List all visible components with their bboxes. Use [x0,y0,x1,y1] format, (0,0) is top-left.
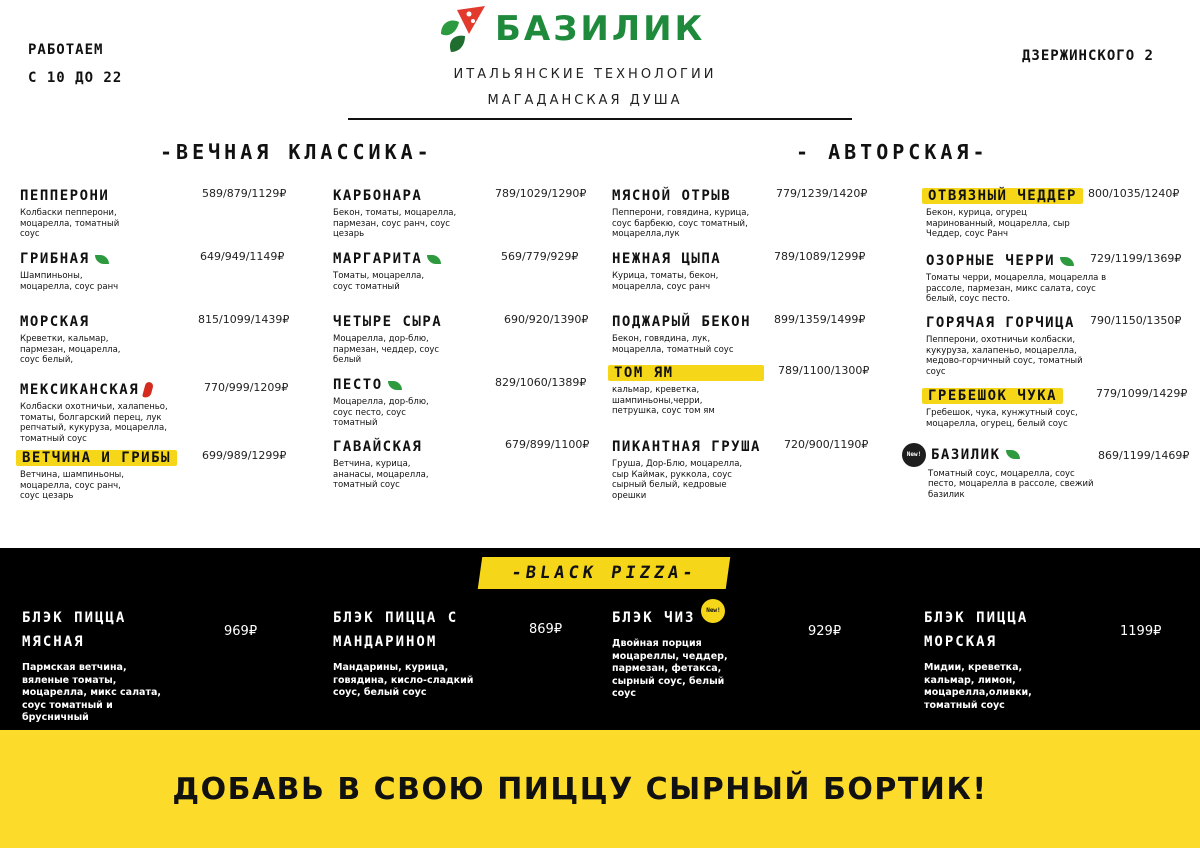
item-price: 569/779/929₽ [501,250,579,263]
menu-item [612,248,882,292]
hours-line-1: РАБОТАЕМ [28,42,104,58]
item-desc: Двойная порция моцареллы, чеддер, пармезан, фетакса, сырный соус, белый соус [612,638,728,699]
item-price: 690/920/1390₽ [504,313,589,326]
item-name: МАРГАРИТА [333,251,423,267]
leaf-icon [95,255,109,264]
item-desc: Бекон, говядина, лук, моцарелла, томатный соус [612,334,734,355]
menu-item [926,312,1196,377]
item-price: 1199₽ [1120,624,1162,639]
item-name: МЕКСИКАНСКАЯ [20,382,140,398]
menu-item [20,447,290,502]
item-price: 789/1100/1300₽ [778,364,870,377]
item-price: 789/1089/1299₽ [774,250,866,263]
address: ДЗЕРЖИНСКОГО 2 [1021,48,1154,64]
new-badge: New! [701,599,725,623]
item-price: 800/1035/1240₽ [1088,187,1180,200]
item-name-line-2: МЯСНАЯ [22,634,85,650]
item-price: 589/879/1129₽ [202,187,287,200]
item-price: 929₽ [808,624,842,639]
menu-item [333,311,603,366]
black-pizza-item [924,606,1164,712]
item-name: ПЕППЕРОНИ [20,188,110,204]
leaf-icon [1006,450,1020,459]
item-name-highlighted: ОТВЯЗНЫЙ ЧЕДДЕР [922,188,1083,204]
item-name: ПЕСТО [333,377,383,393]
item-price: 869₽ [529,622,563,637]
item-name: ГРИБНАЯ [20,251,90,267]
item-name: ЧЕТЫРЕ СЫРА [333,314,443,330]
hours-line-2: С 10 ДО 22 [28,70,123,86]
item-name: ГОРЯЧАЯ ГОРЧИЦА [926,315,1075,331]
item-desc: Моцарелла, дор-блю, пармезан, чеддер, соус белый [333,334,440,365]
item-name-highlighted: ТОМ ЯМ [608,365,764,381]
black-pizza-item [333,606,573,700]
section-title-black-pizza: -BLACK PIZZA- [478,557,730,589]
item-name: МОРСКАЯ [20,314,90,330]
item-price: 829/1060/1389₽ [495,376,587,389]
item-price: 790/1150/1350₽ [1090,314,1182,327]
item-desc: Курица, томаты, бекон, моцарелла, соус ранч [612,271,719,292]
item-name: ГАВАЙСКАЯ [333,439,423,455]
item-desc: Томаты черри, моцарелла, моцарелла в рассоле, пармезан, микс салата, соус белый, соус песто. [926,273,1107,304]
item-desc: Бекон, курица, огурец маринованный, моцарелла, сыр Чеддер, соус Ранч [926,208,1070,239]
menu-item [612,362,882,417]
item-desc: Мидии, креветка, кальмар, лимон, моцарелла,оливки, томатный соус [924,662,1032,711]
item-desc: Ветчина, курица, ананасы, моцарелла, томатный соус [333,459,429,490]
item-desc: Пармская ветчина, вяленые томаты, моцарелла, микс салата, соус томатный и брусничный [22,662,161,723]
item-name-line-1: БЛЭК ЧИЗ [612,610,696,626]
menu-item [20,248,290,292]
item-name: ОЗОРНЫЕ ЧЕРРИ [926,253,1056,269]
menu-item [333,374,603,429]
item-name-line-2: МОРСКАЯ [924,634,998,650]
menu-item [612,311,882,355]
item-name-line-1: БЛЭК ПИЦЦА С [333,610,459,626]
item-name-highlighted: ГРЕБЕШОК ЧУКА [922,388,1063,404]
item-price: 770/999/1209₽ [204,381,289,394]
item-desc: Бекон, томаты, моцарелла, пармезан, соус ранч, соус цезарь [333,208,457,239]
promo-text: ДОБАВЬ В СВОЮ ПИЦЦУ СЫРНЫЙ БОРТИК! [172,772,988,807]
item-name-line-1: БЛЭК ПИЦЦА [924,610,1029,626]
brand-logo [437,4,717,54]
item-name: ПИКАНТНАЯ ГРУША [612,439,761,455]
menu-item [333,185,603,240]
item-name: КАРБОНАРА [333,188,423,204]
logo-text: БАЗИЛИК [495,9,706,49]
item-desc: Пепперони, говядина, курица, соус барбекю, соус томатный, моцарелла,лук [612,208,750,239]
menu-item [20,185,290,240]
item-desc: Колбаски пепперони, моцарелла, томатный соус [20,208,120,239]
menu-item [20,311,290,366]
item-desc: Томаты, моцарелла, соус томатный [333,271,425,292]
menu-item [902,441,1190,500]
tagline-2: МАГАДАНСКАЯ ДУША [487,93,683,108]
item-desc: Мандарины, курица, говядина, кисло-сладкий соус, белый соус [333,662,474,698]
tagline-1: ИТАЛЬЯНСКИЕ ТЕХНОЛОГИИ [453,67,717,82]
item-price: 699/989/1299₽ [202,449,287,462]
item-price: 779/1099/1429₽ [1096,387,1188,400]
pizza-leaf-logo-icon [437,4,491,54]
item-name-highlighted: ВЕТЧИНА И ГРИБЫ [16,450,177,466]
section-title-classic: -ВЕЧНАЯ КЛАССИКА- [160,140,433,164]
item-desc: Груша, Дор-Блю, моцарелла, сыр Каймак, руккола, соус сырный белый, кедровые орешки [612,459,743,501]
menu-item [20,379,290,444]
black-pizza-section [0,548,1200,730]
leaf-icon [1060,257,1074,266]
item-desc: Моцарелла, дор-блю, соус песто, соус томатный [333,397,429,428]
black-pizza-item [22,606,258,725]
menu-item [926,385,1196,429]
item-price: 720/900/1190₽ [784,438,869,451]
black-pizza-item [612,606,852,701]
item-desc: Пепперони, охотничьи колбаски, кукуруза, халапеньо, моцарелла, медово-горчичный соус, томатный соус [926,335,1083,377]
item-name-line-2: МАНДАРИНОМ [333,634,438,650]
item-desc: Томатный соус, моцарелла, соус песто, моцарелла в рассоле, свежий базилик [928,468,1094,500]
opening-hours [28,36,122,92]
item-desc: кальмар, креветка, шампиньоны,черри, петрушка, соус том ям [612,385,715,416]
leaf-icon [427,255,441,264]
item-name: ПОДЖАРЫЙ БЕКОН [612,314,752,330]
new-badge: New! [902,443,926,467]
header-divider [348,118,852,120]
menu-item [612,185,882,240]
item-price: 969₽ [224,624,258,639]
menu-item [612,436,882,501]
menu-item [333,436,603,491]
item-desc: Креветки, кальмар, пармезан, моцарелла, соус белый, [20,334,121,365]
menu-item [926,250,1196,305]
item-price: 649/949/1149₽ [200,250,285,263]
menu-item [333,248,603,292]
item-price: 779/1239/1420₽ [776,187,868,200]
item-price: 729/1199/1369₽ [1090,252,1182,265]
chili-pepper-icon [142,381,154,399]
item-name: МЯСНОЙ ОТРЫВ [612,188,732,204]
item-desc: Шампиньоны, моцарелла, соус ранч [20,271,119,292]
menu-item [926,185,1196,240]
item-price: 899/1359/1499₽ [774,313,866,326]
item-price: 815/1099/1439₽ [198,313,290,326]
item-price: 679/899/1100₽ [505,438,590,451]
item-desc: Ветчина, шампиньоны, моцарелла, соус ранч, соус цезарь [20,470,124,501]
leaf-icon [388,381,402,390]
item-name: НЕЖНАЯ ЦЫПА [612,251,722,267]
section-title-author: - АВТОРСКАЯ- [796,140,989,164]
item-desc: Гребешок, чука, кунжутный соус, моцарелла, огурец, белый соус [926,408,1078,429]
item-name-line-1: БЛЭК ПИЦЦА [22,610,127,626]
item-price: 789/1029/1290₽ [495,187,587,200]
item-desc: Колбаски охотничьи, халапеньо, томаты, болгарский перец, лук репчатый, кукуруза, моцарелла, томатный соус [20,402,168,444]
item-price: 869/1199/1469₽ [1098,449,1190,462]
item-name: БАЗИЛИК [931,446,1001,463]
